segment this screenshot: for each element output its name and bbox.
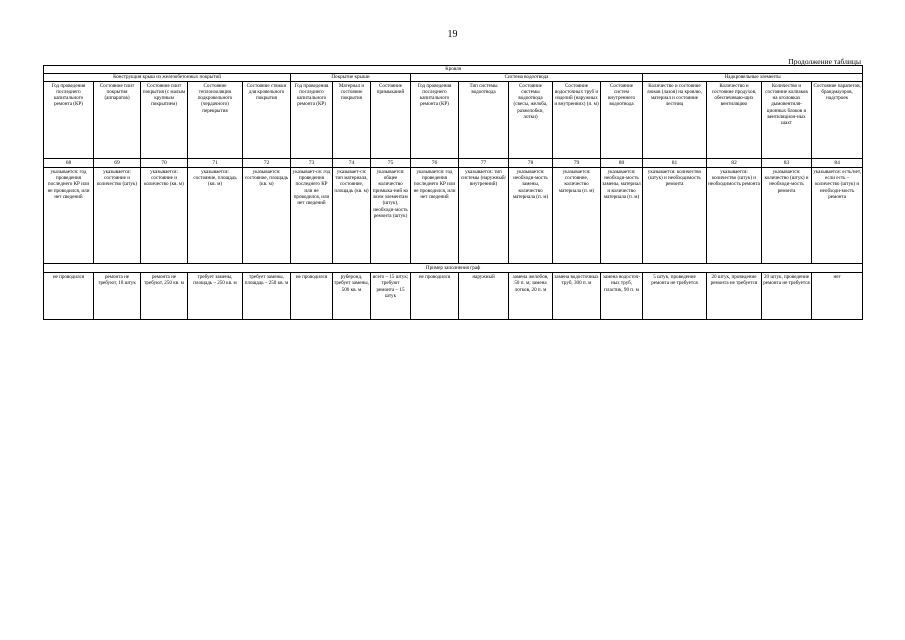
- column-number: 68: [44, 159, 94, 168]
- group-header-structure: Конструкция крыш из железобетонных покрытий: [44, 74, 291, 82]
- column-number: 76: [411, 159, 459, 168]
- column-description: указывается: количество (штук) и необходимость ремонта: [643, 168, 707, 264]
- column-header: Состояние плит покрытия (аппаратов): [94, 82, 141, 159]
- column-description: указывается: количество (штук) и необходи-мость ремонта: [762, 168, 812, 264]
- column-description: указывается: состояние, площадь (кв. м): [188, 168, 243, 264]
- group-header-drainage: Система водоотвода: [411, 74, 643, 82]
- top-header-roof: Кровля: [44, 66, 863, 74]
- example-cell: не проводился: [291, 273, 333, 319]
- column-header: Количество и состояние продухов, обеспечиваю-щих вентиляцию: [707, 82, 762, 159]
- column-header: Состояние теплоизоляции подкровельного (чердачного) перекрытия: [188, 82, 243, 159]
- column-header: Состояние водосточных труб и изделий (наружных и внутренних) (п. м): [553, 82, 601, 159]
- column-header: Материал и состояние покрытия: [333, 82, 371, 159]
- example-title: Пример заполнения граф: [44, 264, 863, 273]
- column-number: 79: [553, 159, 601, 168]
- column-header: Количество и состояние люков (лазов) на кровлю, материал и состояние лестниц: [643, 82, 707, 159]
- column-description: указывается: состояние, площадь (кв. м): [243, 168, 291, 264]
- group-header-roof-elements: Надкровельные элементы: [643, 74, 863, 82]
- column-header-row: [44, 82, 863, 159]
- column-description: указывается: есть/нет, если есть – количество (штук) и необходи-мость ремонта: [812, 168, 863, 264]
- column-number: 74: [333, 159, 371, 168]
- column-description: указывает-ся: год проведения последнего КР или не проводился, или нет сведений: [291, 168, 333, 264]
- column-number: 81: [643, 159, 707, 168]
- column-number: 80: [601, 159, 643, 168]
- column-description: указывается: тип системы (наружный/ внутренний): [459, 168, 509, 264]
- example-cell: рубероид, требует замены, 500 кв. м: [333, 273, 371, 319]
- column-header: Год проведения последнего капитального ремонта (КР): [291, 82, 333, 159]
- example-cell: замена желобов, 50 п. м; замена лотков, 20 п. м: [509, 273, 553, 319]
- column-number: 84: [812, 159, 863, 168]
- column-header: Год проведения последнего капитального ремонта (КР): [44, 82, 94, 159]
- example-cell: замена водосточных труб, 300 п. м: [553, 273, 601, 319]
- column-description: указывается: состояние и количество (штук): [94, 168, 141, 264]
- example-cell: наружный: [459, 273, 509, 319]
- example-row: [44, 273, 863, 319]
- example-cell: ремонта не требуют, 250 кв. м: [141, 273, 188, 319]
- column-number: 71: [188, 159, 243, 168]
- column-header: Состояние систем внутреннего водоотвода: [601, 82, 643, 159]
- column-description: указывает-ся: тип материала, состояние, площадь (кв. м): [333, 168, 371, 264]
- column-number: 70: [141, 159, 188, 168]
- column-header: Состояние системы водоотвода (свесы, желоба, разжелобки, лотки): [509, 82, 553, 159]
- column-description: указывается: общее количество примыка-ний ко всем элементам (штук), необходи-мость ремонта (штук): [371, 168, 411, 264]
- example-cell: не проводился: [411, 273, 459, 319]
- column-number: 77: [459, 159, 509, 168]
- example-cell: всего – 15 штук; требуют ремонта – 15 штук: [371, 273, 411, 319]
- column-header: Год проведения последнего капитального ремонта (КР): [411, 82, 459, 159]
- column-header: Состояние плит покрытия (с малым крупным покрытием): [141, 82, 188, 159]
- example-cell: не проводился: [44, 273, 94, 319]
- column-number: 69: [94, 159, 141, 168]
- example-cell: ремонта не требуют, 18 штук: [94, 273, 141, 319]
- roof-table: [43, 65, 863, 320]
- column-number-row: [44, 159, 863, 168]
- page-number: 19: [447, 29, 458, 40]
- column-description: указывается: необходи-мость замены, количество материала (п. м): [509, 168, 553, 264]
- column-number: 83: [762, 159, 812, 168]
- column-description-row: [44, 168, 863, 264]
- example-cell: 5 штук, проведение ремонта не требуется: [643, 273, 707, 319]
- column-description: указывается: состояние, количество материала (п. м): [553, 168, 601, 264]
- column-description: указывается: количество (штук) и необходимость ремонта: [707, 168, 762, 264]
- column-header: Состояние примыканий: [371, 82, 411, 159]
- column-number: 72: [243, 159, 291, 168]
- column-number: 78: [509, 159, 553, 168]
- column-number: 73: [291, 159, 333, 168]
- column-description: указывается: год проведения последнего КР или не проводился, или нет сведений: [411, 168, 459, 264]
- group-header-covering: Покрытие крыши: [291, 74, 411, 82]
- column-description: указывается: состояние и количество (кв. м): [141, 168, 188, 264]
- example-cell: требует замены, площадь – 250 кв. м: [188, 273, 243, 319]
- example-cell: нет: [812, 273, 863, 319]
- column-header: Тип системы водоотвода: [459, 82, 509, 159]
- column-header: Состояние парапетов, брандмауэров, надстроек: [812, 82, 863, 159]
- example-cell: 20 штук, проведение ремонта не требуется: [762, 273, 812, 319]
- example-cell: замена водосточ-ных труб, пластик, 90 п. м: [601, 273, 643, 319]
- example-cell: 20 штук, проведение ремонта не требуется: [707, 273, 762, 319]
- column-number: 75: [371, 159, 411, 168]
- column-header: Состояние стяжки для кровельного покрытия: [243, 82, 291, 159]
- example-cell: требует замены, площадь – 250 кв. м: [243, 273, 291, 319]
- column-description: указывается: необходи-мость замены, материал и количество материала (п. м): [601, 168, 643, 264]
- table-continuation-label: Продолжение таблицы: [788, 57, 861, 66]
- column-header: Количество и состояние колпаков на оголовках дымовентиля-ционных блоков и вентиляцион-ных шахт: [762, 82, 812, 159]
- column-description: указывается: год проведения последнего КР или не проводился, или нет сведений: [44, 168, 94, 264]
- column-number: 82: [707, 159, 762, 168]
